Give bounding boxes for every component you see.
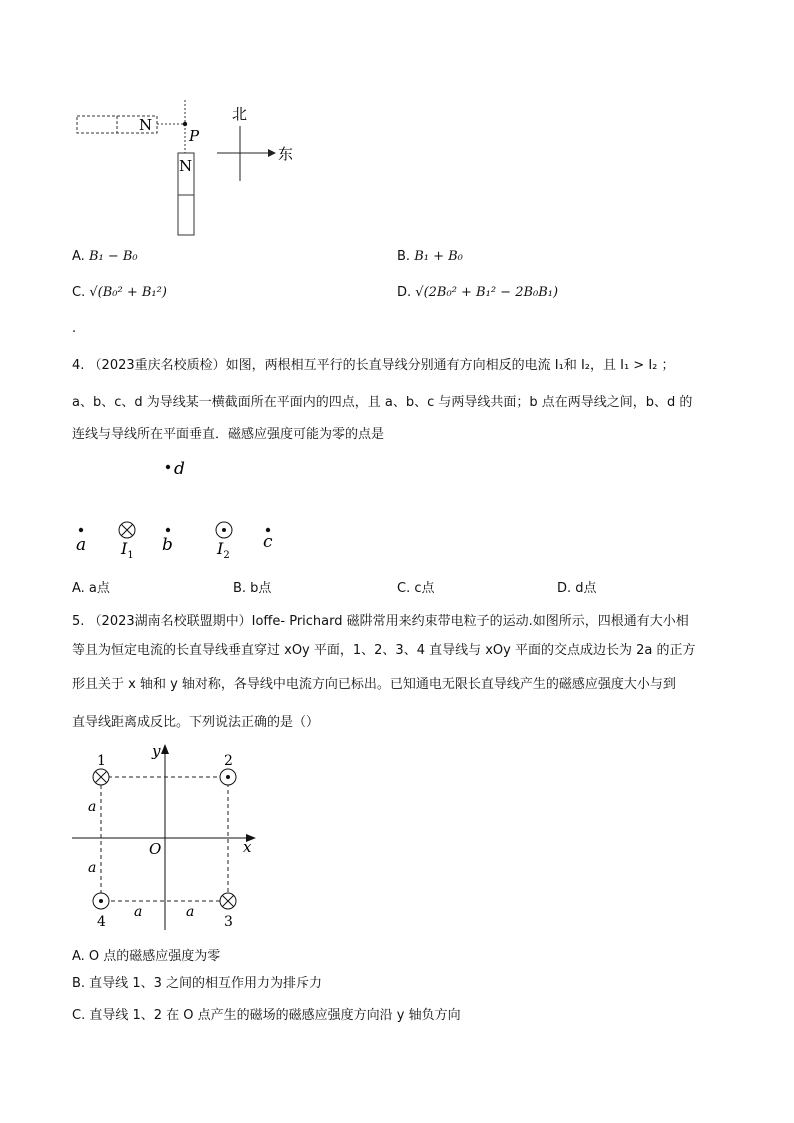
length-a-label-1: a (88, 799, 97, 815)
q3-option-c (72, 284, 167, 302)
option-expr: √(B₀² + B₁²) (89, 285, 167, 300)
q5-option-c: C. 直导线 1、2 在 O 点产生的磁场的磁感应强度方向沿 y 轴负方向 (72, 1008, 461, 1023)
wire-4-label: 4 (97, 914, 106, 930)
wire-1-label: 1 (97, 753, 106, 769)
q5-line-3: 形且关于 x 轴和 y 轴对称，各导线中电流方向已标出。已知通电无限长直导线产生的磁感应强度大小与到 (72, 677, 676, 692)
length-a-label-3: a (134, 904, 143, 920)
q5-line-1 (72, 613, 689, 631)
east-label: 东 (278, 145, 294, 163)
option-letter: C. (72, 285, 86, 300)
q4-number: 4. (72, 358, 85, 373)
q5-number: 5. (72, 614, 85, 629)
q4-line-2: a、b、c、d 为导线某一横截面所在平面内的四点，且 a、b、c 与两导线共面；b 点在两导线之间，b、d 的 (72, 395, 693, 410)
q4-source: （2023重庆名校质检） (88, 358, 226, 373)
q4-option-a: A. a点 (72, 581, 110, 596)
q5-line-4: 直导线距离成反比。下列说法正确的是（） (72, 715, 320, 730)
q5-option-a: A. O 点的磁感应强度为零 (72, 949, 221, 964)
east-arrow-icon (268, 149, 276, 157)
point-c-label: c (263, 532, 273, 552)
square-wire-figure (60, 740, 270, 935)
q3-option-a (72, 248, 138, 266)
wire-figure (60, 455, 300, 565)
q4-option-b: B. b点 (233, 581, 272, 596)
y-axis-arrow-icon (161, 744, 169, 754)
option-letter: D. (397, 285, 412, 300)
point-a (79, 528, 83, 532)
q4-line-3: 连线与导线所在平面垂直．磁感应强度可能为零的点是 (72, 427, 385, 442)
wire-4-dot-icon (93, 893, 109, 909)
x-axis-label: x (243, 838, 252, 856)
q4-line-1 (72, 357, 675, 375)
wire-2-dot-icon (220, 769, 236, 785)
q3-option-d (397, 284, 558, 302)
q3-option-b (397, 248, 463, 266)
point-b-label: b (162, 535, 173, 555)
q5-line-2: 等且为恒定电流的长直导线垂直穿过 xOy 平面，1、2、3、4 直导线与 xOy 平面的交点成边长为 2a 的正方 (72, 643, 696, 658)
wire-3-label: 3 (224, 914, 233, 930)
wire-2-label: 2 (224, 753, 233, 769)
point-b (166, 528, 170, 532)
option-letter: A. (72, 249, 85, 264)
magnet-figure (60, 95, 320, 245)
q4-text-1: 如图，两根相互平行的长直导线分别通有方向相反的电流 I₁和 I₂，且 I₁ > I₂ ； (225, 358, 675, 373)
q4-option-d: D. d点 (557, 581, 597, 596)
north-label: 北 (232, 105, 248, 123)
wire-3-cross-icon (220, 893, 236, 909)
option-letter: B. (397, 249, 411, 264)
y-axis-label: y (152, 742, 161, 760)
magnet-north-label-bottom: N (179, 157, 193, 175)
wire-i1-cross-icon (119, 522, 135, 538)
point-p-label: P (189, 127, 200, 145)
wire-i2-dot-icon (216, 522, 232, 538)
q5-source: （2023湖南名校联盟期中） (88, 614, 252, 629)
wire-i2-label: $I_2$ (217, 539, 230, 561)
wire-1-cross-icon (93, 769, 109, 785)
q5-text-1: Ioffe- Prichard 磁阱常用来约束带电粒子的运动.如图所示，四根通有大小相 (251, 614, 689, 629)
option-expr: B₁ − B₀ (88, 249, 138, 264)
wire-i1-label: $I_1$ (121, 539, 134, 561)
option-expr: B₁ + B₀ (414, 249, 463, 264)
point-p (183, 122, 187, 126)
point-a-label: a (76, 535, 87, 555)
q4-option-c: C. c点 (397, 581, 435, 596)
length-a-label-4: a (186, 904, 195, 920)
magnet-north-label-left: N (139, 116, 153, 134)
length-a-label-2: a (88, 860, 97, 876)
origin-label: O (149, 840, 162, 858)
point-d (166, 465, 170, 469)
point-d-label: d (174, 459, 185, 479)
option-expr: √(2B₀² + B₁² − 2B₀B₁) (415, 285, 559, 300)
q5-option-b: B. 直导线 1、3 之间的相互作用力为排斥力 (72, 976, 322, 991)
stray-dot: . (72, 321, 77, 336)
